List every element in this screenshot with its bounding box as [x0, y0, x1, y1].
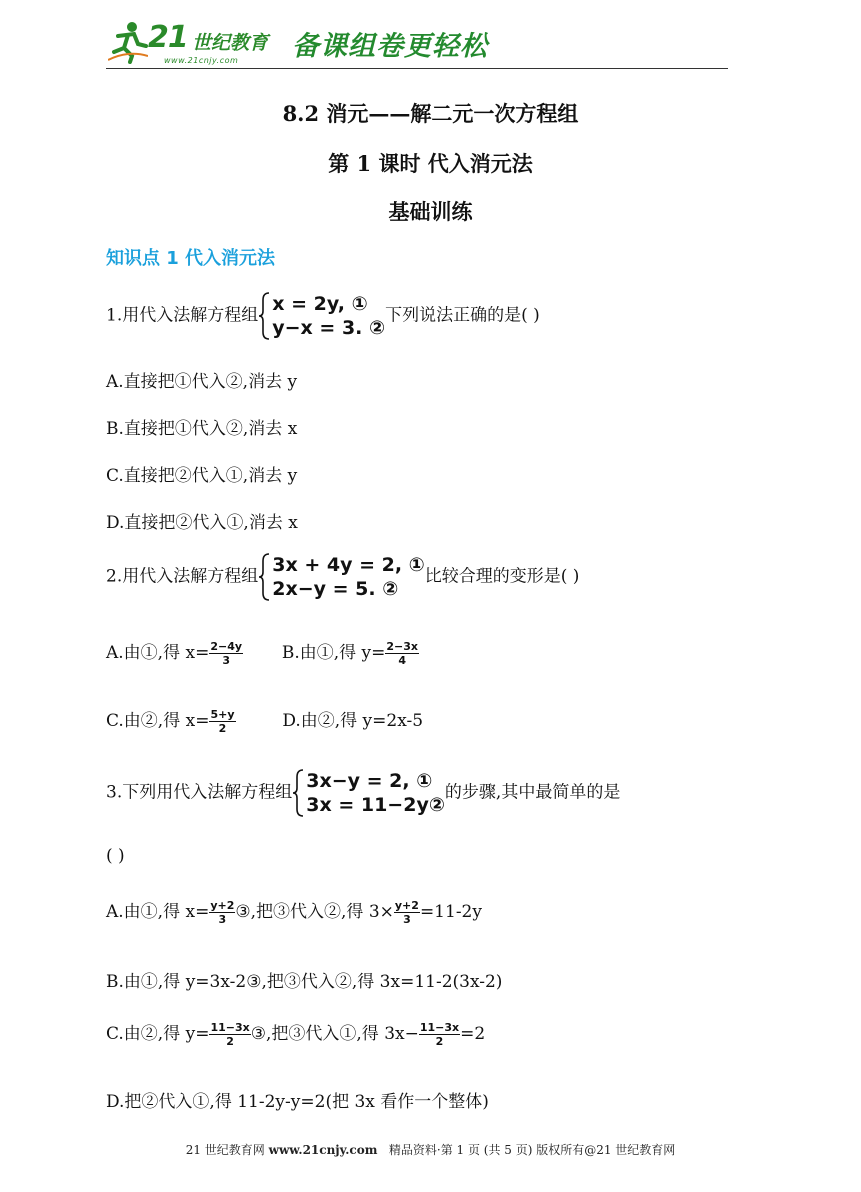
- footer-url[interactable]: www.21cnjy.com: [268, 1143, 378, 1157]
- equation-system: 3x−y = 2, ① 3x = 11−2y②: [292, 769, 445, 817]
- fraction: $\frac{y+2}{3}$: [210, 899, 235, 926]
- question-3-stem: 3.下列用代入法解方程组 3x−y = 2, ① 3x = 11−2y② 的步骤,其中最简单的是: [106, 770, 621, 816]
- question-3-option-d: D.把②代入①,得 11-2y-y=2(把 3x 看作一个整体): [106, 1092, 489, 1112]
- fraction: $\frac{y+2}{3}$: [394, 899, 419, 926]
- question-3-option-c: C.由②,得 y= $\frac{11-3x}{2}$ ③,把③代入①,得 3x− $\frac{11-3x}{2}$ =2: [106, 1021, 486, 1048]
- question-1-stem: 1.用代入法解方程组 x = 2y, ① y−x = 3. ② 下列说法正确的是( ): [106, 293, 540, 339]
- fraction: $\frac{2-3x}{4}$: [386, 640, 419, 667]
- question-1-option-a: A.直接把①代入②,消去 y: [106, 372, 298, 392]
- question-2-options-cd: C.由②,得 x= $\frac{5+y}{2}$ D.由②,得 y=2x-5: [106, 708, 424, 735]
- question-1-option-b: B.直接把①代入②,消去 x: [106, 419, 298, 439]
- fraction: $\frac{5+y}{2}$: [210, 708, 235, 735]
- equation-system: 3x + 4y = 2, ① 2x−y = 5. ②: [258, 553, 425, 601]
- section-heading: 知识点 1 代入消元法: [106, 248, 276, 269]
- question-2-stem: 2.用代入法解方程组 3x + 4y = 2, ① 2x−y = 5. ② 比较合理的变形是( ): [106, 554, 580, 600]
- page-header: [106, 18, 728, 70]
- question-3-option-a: A.由①,得 x= $\frac{y+2}{3}$ ③,把③代入②,得 3× $\frac{y+2}{3}$ =11-2y: [106, 899, 482, 926]
- logo-number: 21: [148, 20, 188, 55]
- training-title: 基础训练: [388, 199, 473, 224]
- brace-icon: [292, 769, 304, 817]
- fraction: $\frac{11-3x}{2}$: [210, 1021, 250, 1048]
- question-2-options-ab: A.由①,得 x= $\frac{2-4y}{3}$ B.由①,得 y= $\frac{2-3x}{4}$: [106, 640, 419, 667]
- question-3-paren: ( ): [106, 846, 125, 866]
- lesson-title: 第 1 课时 代入消元法: [328, 151, 533, 176]
- logo-url: www.21cnjy.com: [164, 56, 239, 65]
- main-title: 8.2 消元——解二元一次方程组: [282, 101, 579, 126]
- header-slogan: 备课组卷更轻松: [292, 31, 488, 62]
- equation-system: x = 2y, ① y−x = 3. ②: [258, 292, 385, 340]
- question-1-option-d: D.直接把②代入①,消去 x: [106, 513, 298, 533]
- brace-icon: [258, 292, 270, 340]
- page-footer: 21 世纪教育网 www.21cnjy.com 精品资料·第 1 页 (共 5 页) 版权所有@21 世纪教育网: [185, 1143, 676, 1157]
- fraction: $\frac{2-4y}{3}$: [210, 640, 243, 667]
- header-divider: [106, 68, 728, 69]
- question-3-option-b: B.由①,得 y=3x-2③,把③代入②,得 3x=11-2(3x-2): [106, 972, 503, 992]
- runner-logo-icon: [108, 20, 148, 64]
- brace-icon: [258, 553, 270, 601]
- question-1-option-c: C.直接把②代入①,消去 y: [106, 466, 298, 486]
- fraction: $\frac{11-3x}{2}$: [419, 1021, 460, 1048]
- logo-text: 世纪教育: [192, 32, 269, 54]
